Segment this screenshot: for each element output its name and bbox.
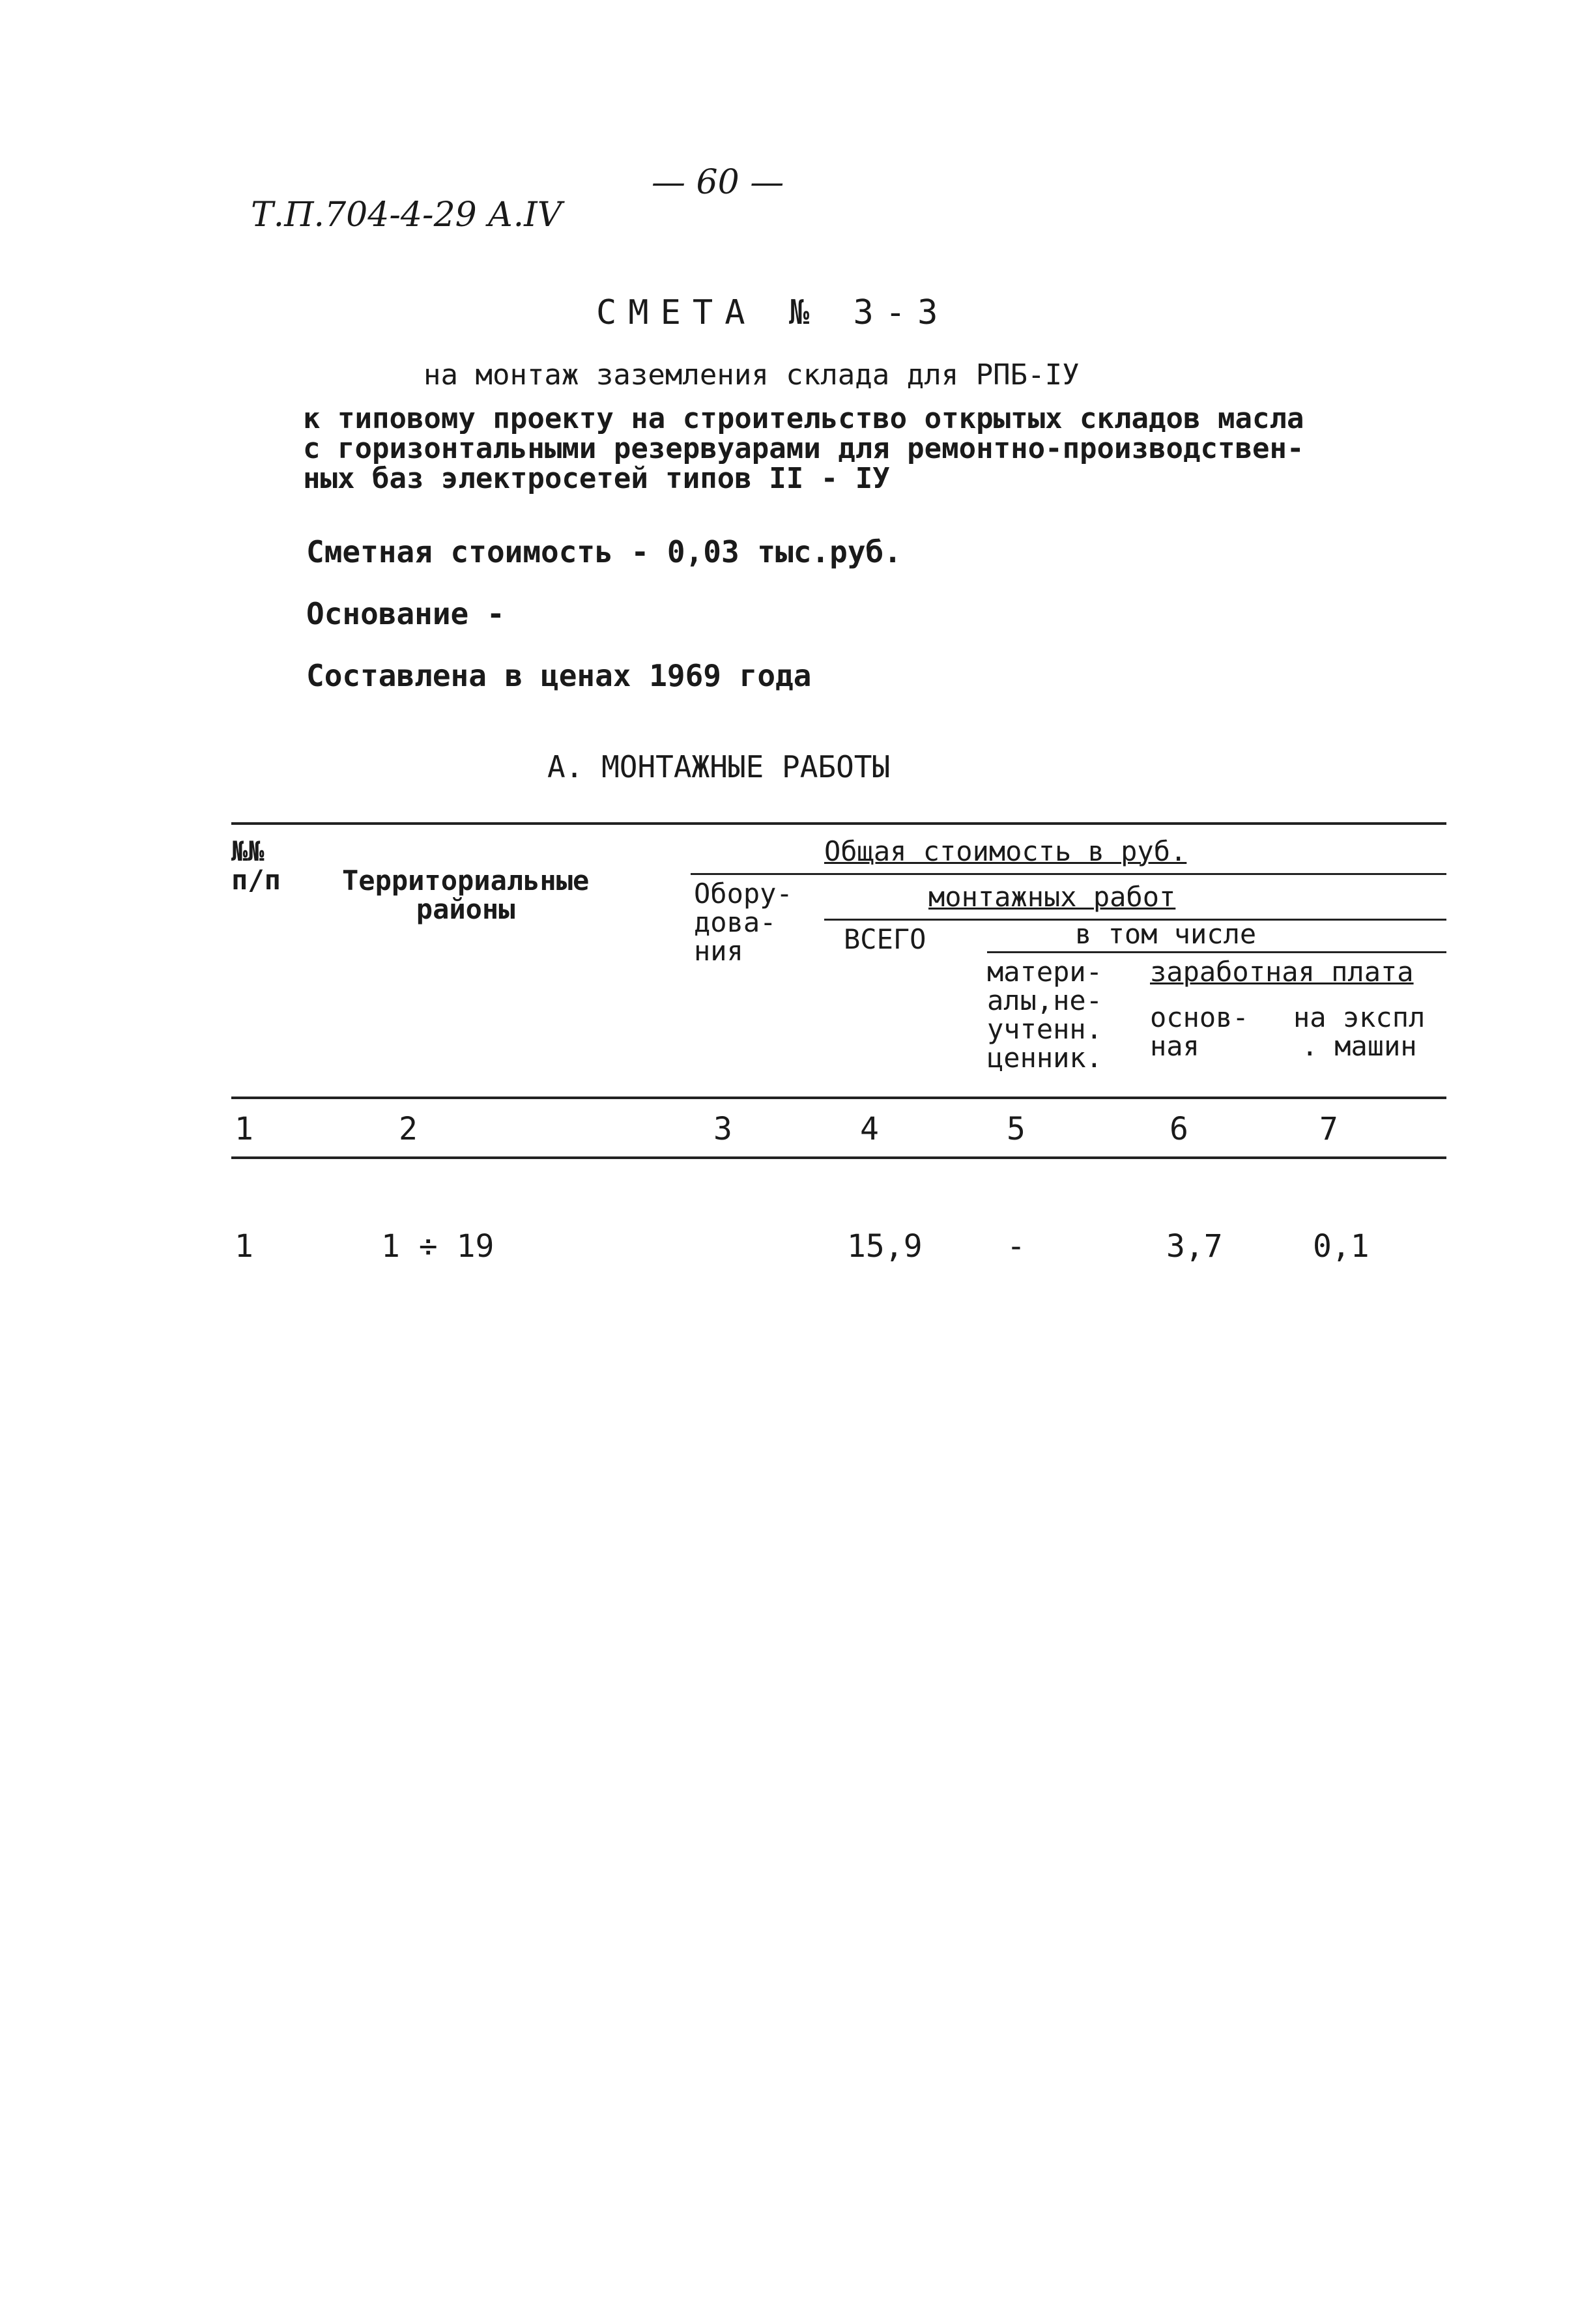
header-total-cost: Общая стоимость в руб. — [824, 835, 1187, 867]
page-number: — 60 — — [652, 163, 784, 202]
header-rule-total-cost — [691, 873, 1446, 875]
header-wages: заработная плата — [1150, 956, 1414, 988]
description-line-1: к типовому проекту на строительство открытых складов масла — [303, 402, 1304, 435]
row-wages-basic: 3,7 — [1166, 1228, 1223, 1265]
header-install-works: монтажных работ — [928, 881, 1176, 913]
project-description — [303, 404, 1304, 494]
row-number: 1 — [235, 1228, 253, 1265]
header-equipment: Обору- дова- ния — [694, 878, 793, 967]
header-bottom-rule — [231, 1097, 1446, 1099]
column-number-5: 5 — [1007, 1111, 1026, 1147]
header-materials: матери- алы,не- учтенн. ценник. — [987, 956, 1103, 1074]
header-rule-including — [987, 951, 1446, 953]
column-numbers-rule — [231, 1156, 1446, 1159]
header-including: в том числе — [1075, 918, 1257, 950]
header-regions: Территориальные районы — [342, 865, 590, 925]
header-wages-basic: основ- ная — [1150, 1001, 1249, 1062]
estimated-cost: Сметная стоимость - 0,03 тыс.руб. — [306, 534, 902, 569]
document-subtitle: на монтаж заземления склада для РПБ-IУ — [423, 358, 1080, 392]
header-row-number: №№ п/п — [231, 835, 281, 896]
description-line-3: ных баз электросетей типов II - IУ — [303, 462, 890, 495]
column-number-6: 6 — [1170, 1111, 1188, 1147]
header-total: ВСЕГО — [844, 923, 926, 955]
column-number-7: 7 — [1319, 1111, 1338, 1147]
column-number-1: 1 — [235, 1111, 253, 1147]
column-number-2: 2 — [399, 1111, 418, 1147]
basis: Основание - — [306, 596, 505, 631]
description-line-2: с горизонтальными резервуарами для ремонтно-производствен- — [303, 432, 1304, 465]
row-materials: - — [1007, 1228, 1026, 1265]
document-title: СМЕТА № 3-3 — [596, 293, 950, 332]
row-region: 1 ÷ 19 — [381, 1228, 495, 1265]
section-title: А. МОНТАЖНЫЕ РАБОТЫ — [547, 749, 891, 784]
row-total: 15,9 — [847, 1228, 923, 1265]
column-number-3: 3 — [713, 1111, 732, 1147]
column-number-4: 4 — [860, 1111, 879, 1147]
document-reference: Т.П.704-4-29 А.IV — [251, 195, 562, 235]
row-wages-machines: 0,1 — [1313, 1228, 1370, 1265]
header-wages-machines: на экспл . машин — [1293, 1001, 1426, 1062]
prices-year: Составлена в ценах 1969 года — [306, 658, 812, 693]
table-top-rule — [231, 822, 1446, 825]
